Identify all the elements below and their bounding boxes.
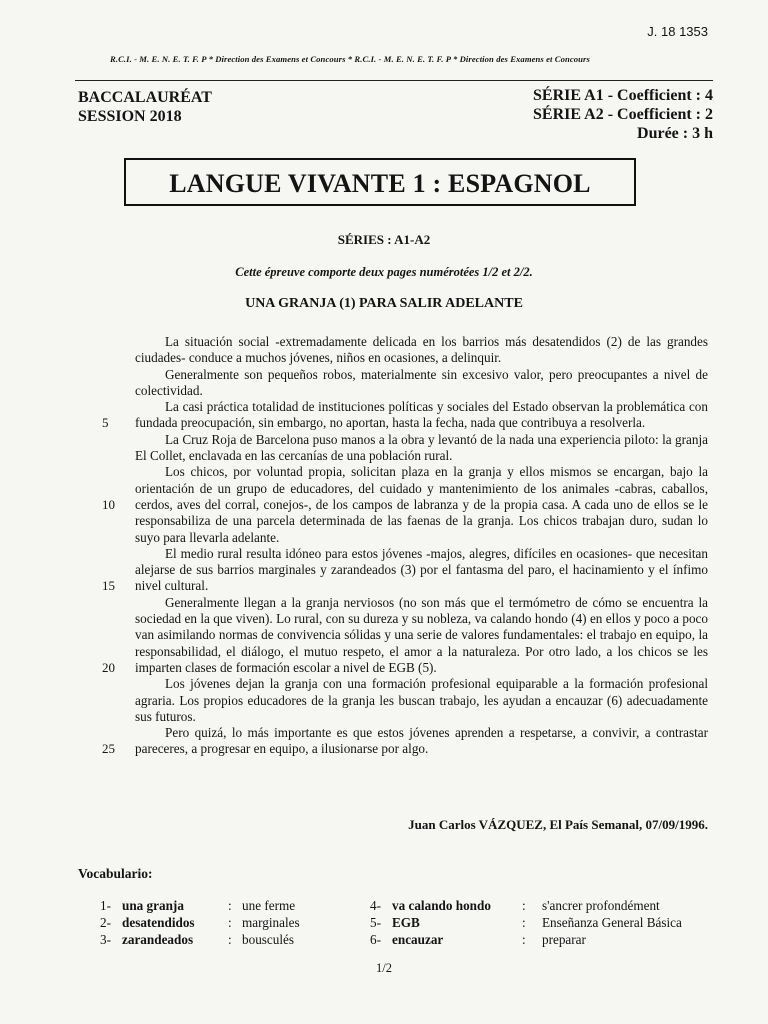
vocab-colon: : bbox=[228, 932, 232, 947]
title-box bbox=[124, 158, 636, 206]
vocab-colon: : bbox=[522, 932, 526, 947]
exam-info bbox=[78, 88, 212, 126]
vocab-term: zarandeados bbox=[122, 932, 194, 947]
exam-session: SESSION 2018 bbox=[78, 108, 182, 125]
vocab-term: una granja bbox=[122, 898, 184, 913]
serie-a1: SÉRIE A1 - Coefficient : 4 bbox=[533, 87, 713, 104]
article-title: UNA GRANJA (1) PARA SALIR ADELANTE bbox=[245, 296, 523, 311]
vocab-definition: Enseñanza General Básica bbox=[542, 915, 682, 930]
vocab-definition: s'ancrer profondément bbox=[542, 898, 660, 913]
vocabulary-item bbox=[100, 931, 300, 948]
paragraph: El medio rural resulta idóneo para estos jóvenes -majos, alegres, difíciles en ocasiones- que necesitan alejarse de sus barrios marginales y zarandeados (3) por el fantasma del paro, el hacinamiento y el ínfimo nivel cultural. bbox=[135, 545, 708, 594]
series-info bbox=[533, 86, 713, 143]
vocab-colon: : bbox=[522, 898, 526, 913]
vocab-term: EGB bbox=[392, 915, 420, 930]
vocabulary-item bbox=[370, 914, 682, 931]
paragraph: Pero quizá, lo más importante es que estos jóvenes aprenden a respetarse, a convivir, a contrastar pareceres, a progresar en equipo, a ilusionarse por algo. bbox=[135, 725, 708, 757]
vocab-definition: une ferme bbox=[242, 898, 296, 913]
article-source: Juan Carlos VÁZQUEZ, El País Semanal, 07/09/1996. bbox=[408, 817, 708, 832]
line-number: 10 bbox=[102, 496, 115, 512]
vocab-colon: : bbox=[228, 915, 232, 930]
line-number: 25 bbox=[102, 741, 115, 757]
vocab-term: desatendidos bbox=[122, 915, 195, 930]
vocab-definition: bousculés bbox=[242, 932, 295, 947]
serie-a2: SÉRIE A2 - Coefficient : 2 bbox=[533, 106, 713, 123]
page-title: LANGUE VIVANTE 1 : ESPAGNOL bbox=[169, 169, 591, 198]
vocab-number: 1- bbox=[100, 898, 111, 913]
vocabulary-item bbox=[100, 897, 300, 914]
vocabulary-item bbox=[100, 914, 300, 931]
header-divider bbox=[75, 80, 713, 81]
vocab-colon: : bbox=[228, 898, 232, 913]
line-numbers bbox=[102, 334, 115, 758]
exam-duration: Durée : 3 h bbox=[637, 125, 713, 142]
paragraph: La situación social -extremadamente delicada en los barrios más desatendidos (2) de las grandes ciudades- conduce a muchos jóvenes, niños en ocasiones, a delinquir. bbox=[135, 334, 708, 366]
issuer-ribbon: R.C.I. - M. E. N. E. T. F. P * Direction des Examens et Concours * R.C.I. - M. E. N. E. T. F. P * Direction des Examens et Concours bbox=[110, 54, 590, 64]
line-number: 20 bbox=[102, 659, 115, 675]
vocab-term: va calando hondo bbox=[392, 898, 491, 913]
line-number: 5 bbox=[102, 415, 109, 431]
paragraph: Los chicos, por voluntad propia, solicitan plaza en la granja y ellos mismos se encargan, bajo la orientación de un grupo de educadores, del cuidado y mantenimiento de los animales -cabras, caballos, cerdos, aves del corral, conejos-, de los campos de labranza y de la propia casa. A cada uno de ellos se le responsabiliza de una parcela determinada de las faenas de la granja. Los chicos trabajan duro, sudan lo suyo para llevarla adelante. bbox=[135, 464, 708, 545]
pages-note: Cette épreuve comporte deux pages numérotées 1/2 et 2/2. bbox=[235, 265, 533, 279]
paragraph: Generalmente llegan a la granja nerviosos (no son más que el termómetro de cómo se encuentra la sociedad en la que viven). Lo rural, con su dureza y su nobleza, va calando hondo (4) en ellos y poco a poco van asimilando normas de convivencia sólidas y una serie de valores fundamentales: el trabajo en equipo, la responsabilidad, el diálogo, el mutuo respeto, el amor a la naturaleza. Por otro lado, a los chicos se les imparten clases de formación escolar a nivel de EGB (5). bbox=[135, 594, 708, 675]
vocab-number: 6- bbox=[370, 932, 381, 947]
vocab-number: 4- bbox=[370, 898, 381, 913]
paragraph: La Cruz Roja de Barcelona puso manos a la obra y levantó de la nada una experiencia piloto: la granja El Collet, enclavada en las cercanías de una población rural. bbox=[135, 431, 708, 464]
series-label: SÉRIES : A1-A2 bbox=[337, 232, 431, 247]
vocabulary-title: Vocabulario: bbox=[78, 866, 153, 881]
vocab-number: 5- bbox=[370, 915, 381, 930]
line-number: 15 bbox=[102, 578, 115, 594]
vocabulary-list-left bbox=[100, 897, 300, 948]
paragraph: La casi práctica totalidad de instituciones políticas y sociales del Estado observan la problemática con fundada preocupación, sin embargo, no aportan, hasta la fecha, nada que contribuya a resolverla. bbox=[135, 399, 708, 431]
page-number: 1/2 bbox=[376, 961, 392, 975]
vocab-definition: marginales bbox=[242, 915, 300, 930]
exam-name: BACCALAURÉAT bbox=[78, 89, 212, 106]
vocab-number: 3- bbox=[100, 932, 111, 947]
paragraph: Generalmente son pequeños robos, materialmente sin excesivo valor, pero preocupantes a nivel de colectividad. bbox=[135, 366, 708, 398]
vocab-colon: : bbox=[522, 915, 526, 930]
vocab-term: encauzar bbox=[392, 932, 444, 947]
vocab-definition: preparar bbox=[542, 932, 586, 947]
article-body bbox=[135, 334, 708, 758]
vocab-number: 2- bbox=[100, 915, 111, 930]
paragraph: Los jóvenes dejan la granja con una formación profesional equiparable a la formación profesional agraria. Los propios educadores de la granja les buscan trabajo, les ayudan a encauzar (6) adecuadamente sus futuros. bbox=[135, 676, 708, 724]
vocabulary-item bbox=[370, 897, 682, 914]
vocabulary-item bbox=[370, 931, 682, 948]
vocabulary-list-right bbox=[370, 897, 682, 948]
document-code: J. 18 1353 bbox=[647, 24, 708, 39]
